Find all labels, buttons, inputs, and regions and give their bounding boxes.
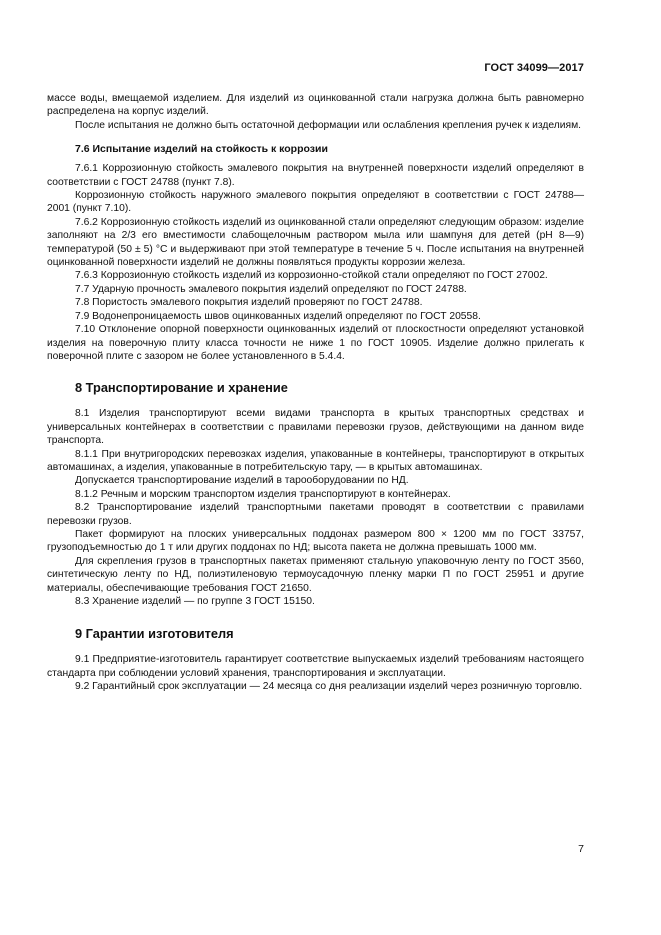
paragraph-7-6-2: 7.6.2 Коррозионную стойкость изделий из оцинкованной стали определяют следующим образом: изделие заполняют на 2/3 его вместимости слабощелочным раствором мыла или шампуня для детей (pH 8—9) температурой (50 ± 5) °C и выдерживают при этой температуре в течение 5 ч. После испытания на внутренней оцинкованной поверхности изделий не должны появляться продукты коррозии железа.: [47, 216, 584, 269]
paragraph-8-2: 8.2 Транспортирование изделий транспортными пакетами проводят в соответствии с правилами перевозки грузов.: [47, 502, 584, 527]
page-number: 7: [578, 843, 584, 855]
document-body: [47, 92, 584, 694]
paragraph-outer-enamel: Коррозионную стойкость наружного эмалевого покрытия определяют в соответствии с ГОСТ 24788—2001 (пункт 7.10).: [47, 190, 584, 215]
paragraph-7-9: 7.9 Водонепроницаемость швов оцинкованных изделий определяют по ГОСТ 20558.: [75, 310, 481, 322]
paragraph-8-1-1: 8.1.1 При внутригородских перевозках изделия, упакованные в контейнеры, транспортируют в открытых автомашинах, а изделия, упакованные в потребительскую тару, — в крытых автомашинах.: [47, 448, 584, 473]
paragraph-7-6-3: 7.6.3 Коррозионную стойкость изделий из коррозионно-стойкой стали определяют по ГОСТ 27002.: [75, 270, 548, 282]
paragraph-8-1: 8.1 Изделия транспортируют всеми видами транспорта в крытых транспортных средствах и универсальных контейнерах в соответствии с правилами перевозки грузов, действующими на данном виде транспорта.: [47, 408, 584, 447]
paragraph-8-1-2: 8.1.2 Речным и морским транспортом изделия транспортируют в контейнерах.: [75, 488, 451, 500]
paragraph-9-2: 9.2 Гарантийный срок эксплуатации — 24 месяца со дня реализации изделий через розничную торговлю.: [75, 681, 583, 693]
section-8-heading: 8 Транспортирование и хранение: [75, 380, 288, 396]
paragraph-7-6-1: 7.6.1 Коррозионную стойкость эмалевого покрытия на внутренней поверхности изделий определяют в соответствии с ГОСТ 24788 (пункт 7.8).: [47, 163, 584, 188]
paragraph-container-note: Допускается транспортирование изделий в тарооборудовании по НД.: [75, 475, 409, 487]
paragraph-strapping: Для скрепления грузов в транспортных пакетах применяют стальную упаковочную ленту по ГОСТ 3560, синтетическую ленту по НД, полиэтиленовую термоусадочную пленку марки П по ГОСТ 25951 и другие материалы, обеспечивающие требования ГОСТ 21650.: [47, 555, 584, 594]
standard-id-header: ГОСТ 34099—2017: [484, 62, 584, 74]
document-page: [47, 0, 584, 935]
paragraph-7-8: 7.8 Пористость эмалевого покрытия изделий проверяют по ГОСТ 24788.: [75, 297, 423, 309]
paragraph-7-10: 7.10 Отклонение опорной поверхности оцинкованных изделий от плоскостности определяют установкой изделия на поверочную плиту класса точности не ниже 1 по ГОСТ 10905. Изделие должно прилегать к поверочной плите с зазором не более установленного в 5.4.4.: [47, 324, 584, 362]
paragraph-8-3: 8.3 Хранение изделий — по группе 3 ГОСТ 15150.: [75, 596, 315, 607]
intro-paragraph: массе воды, вмещаемой изделием. Для изделий из оцинкованной стали нагрузка должна быть равномерно распределена на корпус изделий.: [47, 93, 584, 118]
section-7-6-heading: 7.6 Испытание изделий на стойкость к коррозии: [75, 143, 328, 156]
paragraph-pallet: Пакет формируют на плоских универсальных поддонах размером 800 × 1200 мм по ГОСТ 33757, грузоподъемностью до 1 т или других поддонах по НД; высота пакета не должна превышать 1000 мм.: [47, 528, 584, 554]
intro-paragraph: После испытания не должно быть остаточной деформации или ослабления крепления ручек к изделиям.: [75, 119, 582, 131]
paragraph-9-1: 9.1 Предприятие-изготовитель гарантирует соответствие выпускаемых изделий требованиям настоящего стандарта при соблюдении условий хранения, транспортирования и эксплуатации.: [47, 654, 584, 679]
section-9-heading: 9 Гарантии изготовителя: [75, 626, 234, 642]
paragraph-7-7: 7.7 Ударную прочность эмалевого покрытия изделий определяют по ГОСТ 24788.: [75, 283, 467, 295]
